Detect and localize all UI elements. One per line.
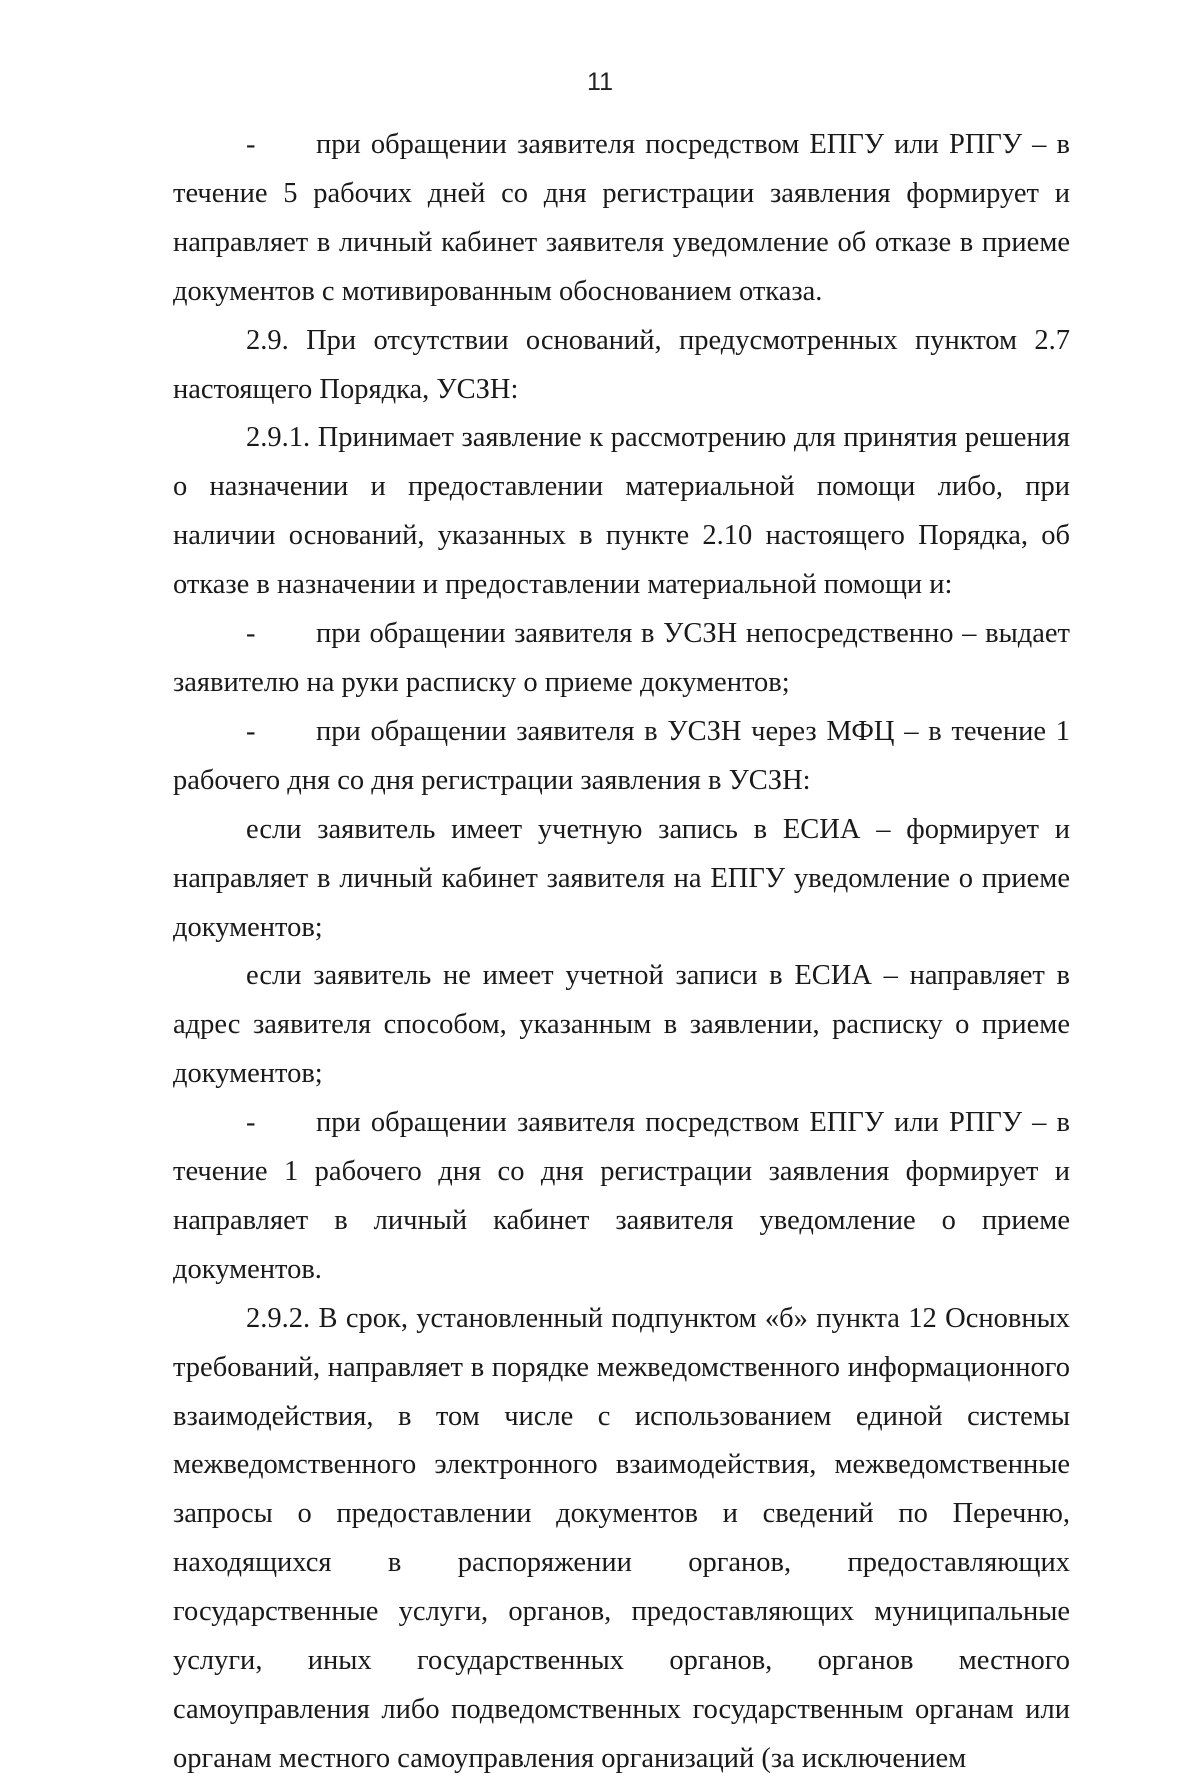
paragraph-dash (173, 708, 1070, 806)
paragraph-2-9-1 (173, 414, 1070, 610)
dash-marker: - (246, 715, 256, 747)
paragraph-dash (173, 610, 1070, 708)
paragraph-text: при обращении заявителя посредством ЕПГУ или РПГУ – в течение 1 рабочего дня со дня регистрации заявления формирует и направляет в личный кабинет заявителя уведомление о приеме документов. (173, 1107, 1070, 1285)
dash-marker: - (246, 618, 256, 650)
paragraph-text: при обращении заявителя в УСЗН через МФЦ – в течение 1 рабочего дня со дня регистрации заявления в УСЗН: (173, 715, 1070, 796)
paragraph-text: 2.9. При отсутствии оснований, предусмотренных пунктом 2.7 настоящего Порядка, УСЗН: (173, 324, 1070, 405)
paragraph-2-9 (173, 317, 1070, 415)
paragraph-2-9-2 (173, 1295, 1070, 1784)
paragraph-text: при обращении заявителя в УСЗН непосредственно – выдает заявителю на руки расписку о приеме документов; (173, 618, 1070, 698)
paragraph-text: если заявитель имеет учетную запись в ЕСИА – формирует и направляет в личный кабинет заявителя на ЕПГУ уведомление о приеме документов; (173, 813, 1070, 943)
paragraph-text: если заявитель не имеет учетной записи в ЕСИА – направляет в адрес заявителя способом, указанным в заявлении, расписку о приеме документов; (173, 960, 1070, 1090)
dash-marker: - (246, 129, 256, 160)
paragraph-dash (173, 121, 1070, 317)
document-body (173, 121, 1070, 1784)
page-number: 11 (587, 68, 613, 96)
paragraph-esia-no (173, 952, 1070, 1099)
dash-marker: - (246, 1107, 256, 1139)
paragraph-text: при обращении заявителя посредством ЕПГУ или РПГУ – в течение 5 рабочих дней со дня регистрации заявления формирует и направляет в личный кабинет заявителя уведомление об отказе в приеме документов с мотивированным обоснованием отказа. (173, 129, 1070, 307)
paragraph-esia-yes (173, 806, 1070, 953)
paragraph-text: 2.9.2. В срок, установленный подпунктом «б» пункта 12 Основных требований, направляет в порядке межведомственного информационного взаимодействия, в том числе с использованием единой системы межведомственного электронного взаимодействия, межведомственные запросы о предоставлении документов и сведений по Перечню, находящихся в распоряжении органов, предоставляющих государственные услуги, органов, предоставляющих муниципальные услуги, иных государственных органов, органов местного самоуправления либо подведомственных государственным органам или органам местного самоуправления организаций (за исключением (173, 1302, 1070, 1774)
paragraph-dash (173, 1099, 1070, 1295)
paragraph-text: 2.9.1. Принимает заявление к рассмотрению для принятия решения о назначении и предоставлении материальной помощи либо, при наличии оснований, указанных в пункте 2.10 настоящего Порядка, об отказе в назначении и предоставлении материальной помощи и: (173, 422, 1070, 601)
